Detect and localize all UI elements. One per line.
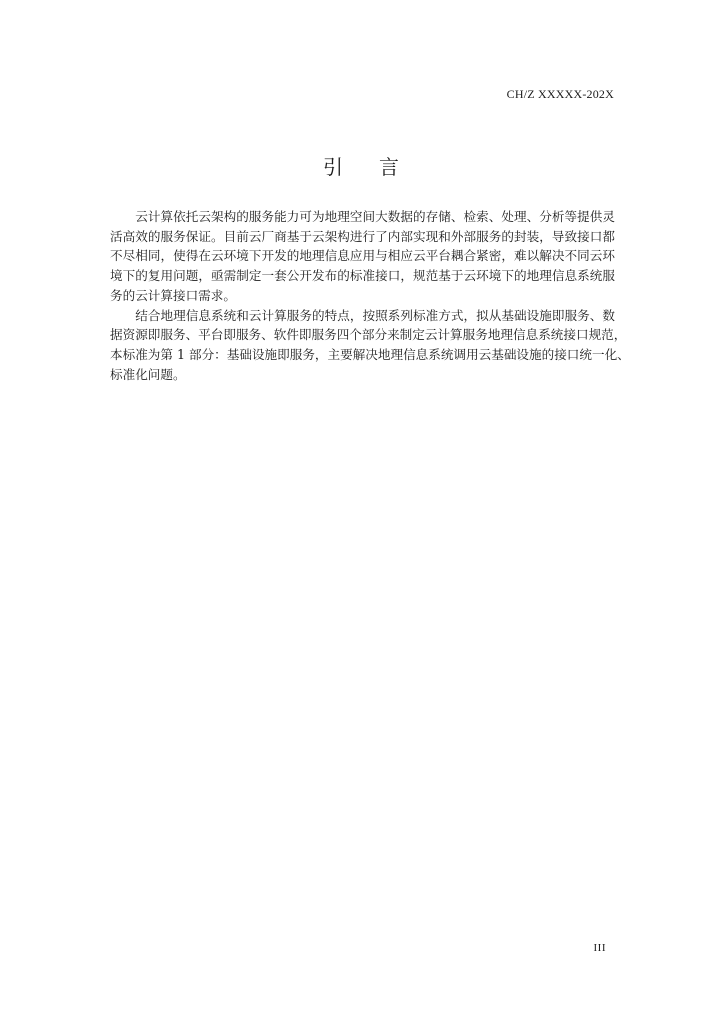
standard-code: CH/Z XXXXX-202X — [506, 87, 614, 101]
page-number: III — [593, 942, 606, 954]
paragraph-1-line-4: 境下的复用问题，亟需制定一套公开发布的标准接口，规范基于云环境下的地理信息系统服 — [110, 268, 615, 284]
paragraph-1-line-3: 不尽相同，使得在云环境下开发的地理信息应用与相应云平台耦合紧密，难以解决不同云环 — [110, 248, 615, 264]
paragraph-2-line-3: 本标准为第 1 部分：基础设施即服务，主要解决地理信息系统调用云基础设施的接口统一化、 — [110, 346, 630, 362]
paragraph-2-line-1: 结合地理信息系统和云计算服务的特点，按照系列标准方式，拟从基础设施即服务、数 — [135, 307, 615, 323]
paragraph-2 — [110, 306, 630, 385]
title-char-2: 言 — [379, 155, 401, 179]
paragraph-1-line-1: 云计算依托云架构的服务能力可为地理空间大数据的存储、检索、处理、分析等提供灵 — [135, 209, 615, 224]
paragraph-2-line-4: 标准化问题。 — [110, 366, 186, 382]
paragraph-1-line-2: 活高效的服务保证。目前云厂商基于云架构进行了内部实现和外部服务的封装，导致接口都 — [110, 228, 615, 244]
paragraph-1 — [110, 207, 615, 306]
introduction-body — [110, 207, 630, 384]
paragraph-2-line-2: 据资源即服务、平台即服务、软件即服务四个部分来制定云计算服务地理信息系统接口规范， — [110, 327, 627, 343]
section-title — [0, 151, 724, 180]
title-char-1: 引 — [323, 155, 345, 179]
paragraph-1-line-5: 务的云计算接口需求。 — [110, 287, 236, 303]
